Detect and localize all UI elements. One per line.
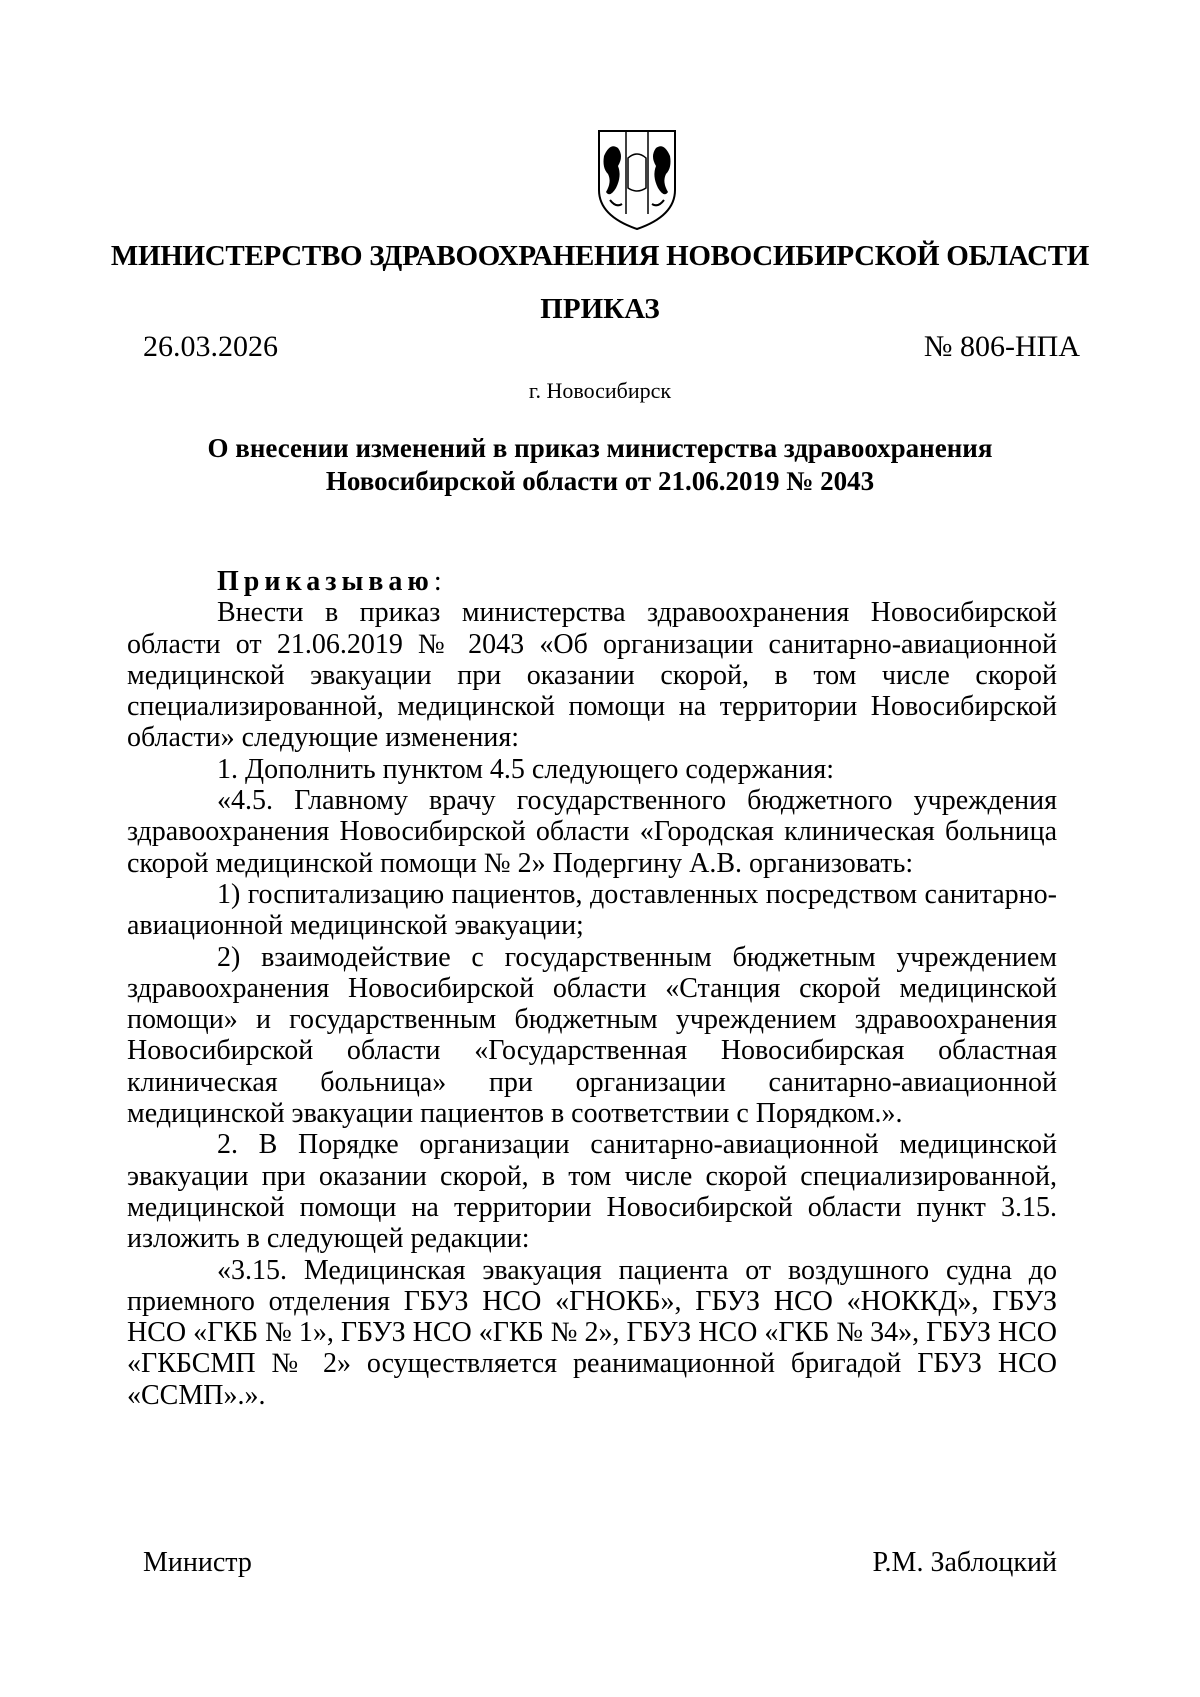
document-number: № 806-НПА: [923, 330, 1080, 363]
ministry-name: МИНИСТЕРСТВО ЗДРАВООХРАНЕНИЯ НОВОСИБИРСКОЙ ОБЛАСТИ: [110, 240, 1090, 272]
subject-line-1: О внесении изменений в приказ министерства здравоохранения: [207, 433, 993, 463]
document-date: 26.03.2026: [143, 330, 278, 363]
paragraph-item-2: 2. В Порядке организации санитарно-авиационной медицинской эвакуации при оказании скорой, в том числе скорой специализированной, медицинской помощи на территории Новосибирской области пункт 3.15. изложить в следующей редакции:: [127, 1129, 1057, 1255]
subject-line-2: Новосибирской области от 21.06.2019 № 2043: [325, 466, 875, 496]
paragraph-subitem-1: 1) госпитализацию пациентов, доставленных посредством санитарно-авиационной медицинской эвакуации;: [127, 878, 1057, 942]
document-type: ПРИКАЗ: [540, 293, 660, 325]
paragraph-intro: Внести в приказ министерства здравоохранения Новосибирской области от 21.06.2019 № 2043 «Об организации санитарно-авиационной медицинской эвакуации при оказании скорой, в том числе скорой специализированной, медицинской помощи на территории Новосибирской области» следующие изменения:: [127, 597, 1057, 754]
signer-name: Р.М. Заблоцкий: [872, 1547, 1057, 1578]
order-word: Приказываю: [217, 566, 434, 597]
paragraph-item-4-5: «4.5. Главному врачу государственного бюджетного учреждения здравоохранения Новосибирской области «Городская клиническая больница скорой медицинской помощи № 2» Подергину А.В. организовать:: [127, 785, 1057, 879]
coat-of-arms-icon: [596, 128, 678, 232]
paragraph-item-3-15: «3.15. Медицинская эвакуация пациента от воздушного судна до приемного отделения ГБУЗ НСО «ГНОКБ», ГБУЗ НСО «НОККД», ГБУЗ НСО «ГКБ № 1», ГБУЗ НСО «ГКБ № 2», ГБУЗ НСО «ГКБ № 34», ГБУЗ НСО «ГКБСМП № 2» осуществляется реанимационной бригадой ГБУЗ НСО «ССМП».».: [127, 1254, 1057, 1411]
order-colon: :: [433, 566, 442, 597]
document-subject: [150, 432, 1050, 498]
document-city: г. Новосибирск: [528, 378, 672, 403]
signer-post: Министр: [143, 1547, 252, 1578]
document-body: [127, 566, 1057, 1411]
paragraph-subitem-2: 2) взаимодействие с государственным бюджетным учреждением здравоохранения Новосибирской области «Станция скорой медицинской помощи» и государственным бюджетным учреждением здравоохранения Новосибирской области «Государственная Новосибирская областная клиническая больница» при организации санитарно-авиационной медицинской эвакуации пациентов в соответствии с Порядком.».: [127, 941, 1057, 1130]
order-heading: [127, 566, 1057, 597]
paragraph-item-1: 1. Дополнить пунктом 4.5 следующего содержания:: [217, 753, 835, 785]
